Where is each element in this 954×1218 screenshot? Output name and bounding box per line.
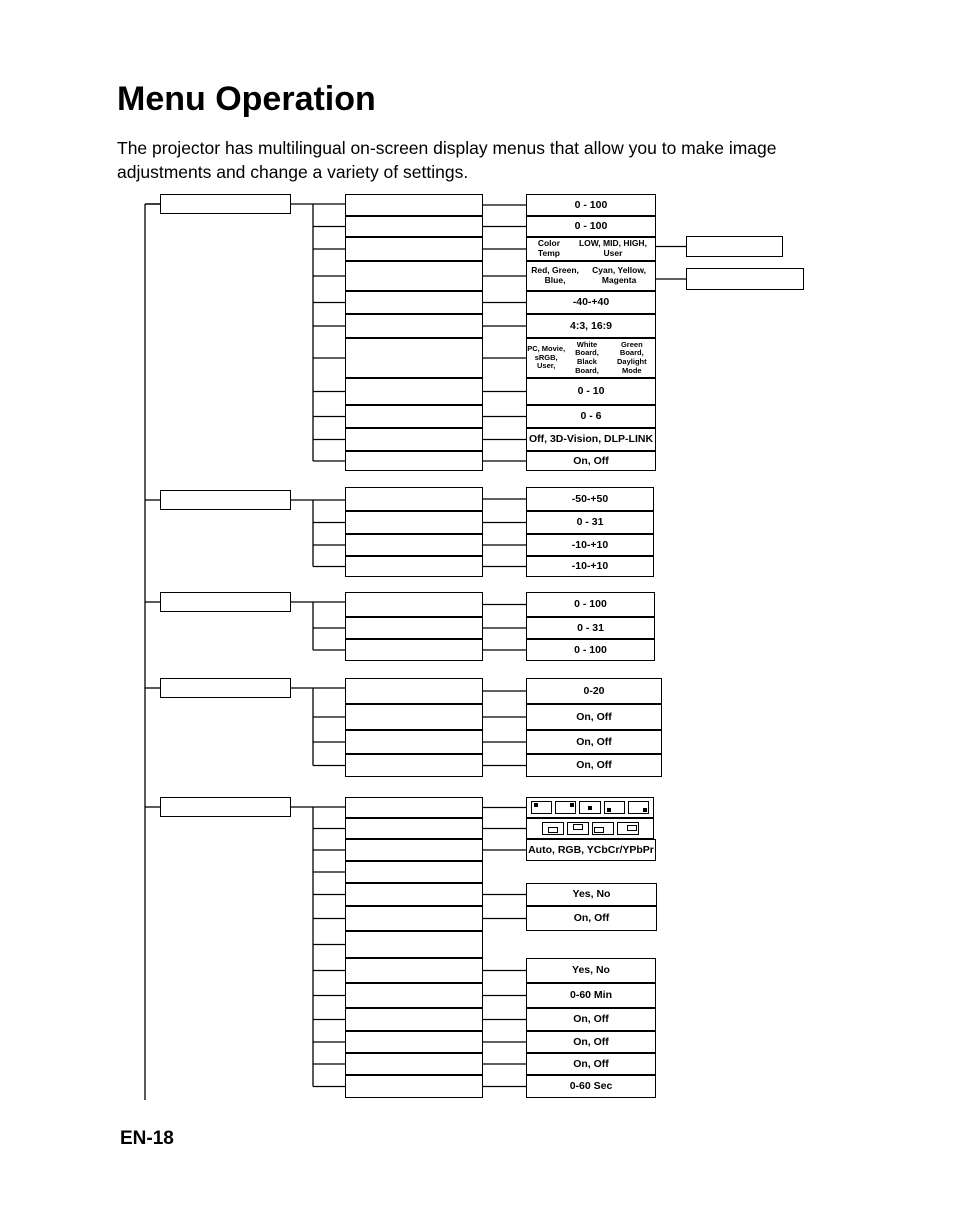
menu-item-filter-hours-reset-2 [345, 958, 483, 983]
menu-item-osd-timeout [345, 1075, 483, 1098]
option-audio-1 [526, 730, 662, 754]
menu-item-gamma [345, 405, 483, 428]
sub-option-color-setting [686, 236, 783, 257]
menu-computer-image [160, 490, 291, 510]
menu-item-mute [345, 704, 483, 730]
option-power-saving [526, 983, 656, 1008]
option-eco-mode [526, 1031, 656, 1053]
menu-item-white-intensity [345, 378, 483, 405]
option-text: On, Off [573, 1013, 609, 1026]
menu-item-menu-position [345, 797, 483, 818]
bottom-right-position-icon [628, 801, 649, 814]
option-text: Color Temp [537, 238, 561, 258]
menu-item-tint [345, 639, 483, 661]
menu-video-image [160, 592, 291, 612]
option-projection [526, 818, 654, 839]
page-title: Menu Operation [117, 80, 376, 118]
option-frequency-1 [526, 487, 654, 511]
bottom-left-position-icon [604, 801, 625, 814]
option-text: 0 - 100 [574, 198, 608, 211]
option-filter-mode-2 [526, 906, 657, 931]
option-text: -10-+10 [571, 538, 609, 551]
option-audio-2 [526, 754, 662, 777]
option-text: On, Off [573, 1057, 609, 1070]
option-volume [526, 678, 662, 704]
menu-item-power-saving [345, 983, 483, 1008]
option-menu-position [526, 797, 654, 818]
option-v-position-1 [526, 556, 654, 577]
menu-sound [160, 678, 291, 698]
menu-item-image [345, 338, 483, 378]
menu-item-user-color [345, 261, 483, 291]
option-text: Off, 3D-Vision, DLP-LINK [528, 433, 654, 446]
menu-item-tracking-1 [345, 511, 483, 534]
option-tracking-1 [526, 511, 654, 534]
page-number: EN-18 [120, 1128, 174, 1149]
option-text: On, Off [573, 1035, 609, 1048]
option-text: LOW, MID, HIGH, User [578, 238, 647, 258]
menu-item-v-position-1 [345, 556, 483, 577]
option-lamp-hours-reset [526, 883, 657, 906]
option-color-setting [526, 237, 656, 261]
option-text: PC, Movie, sRGB, User, [527, 344, 566, 371]
option-high-altitude [526, 1053, 656, 1075]
menu-item-3d-sync-invert [345, 451, 483, 471]
option-text: 0-60 Min [569, 989, 612, 1002]
sub-option-user-color [686, 268, 804, 290]
intro-paragraph: The projector has multilingual on-screen display menus that allow you to make image adjustments and change a variety of settings. [117, 138, 777, 182]
option-text: On, Off [576, 735, 612, 748]
option-text: On, Off [573, 454, 609, 467]
menu-item-h-position-1 [345, 534, 483, 556]
option-text: -40-+40 [572, 296, 610, 309]
menu-item-audio-1 [345, 730, 483, 754]
option-text: 0 - 31 [576, 516, 604, 529]
option-text: White Board, Black Board, [575, 339, 599, 375]
option-signal-type [526, 839, 656, 861]
menu-item-sharpness [345, 617, 483, 639]
option-filter-hours-reset-2 [526, 958, 656, 983]
front-ceiling-icon [592, 822, 614, 835]
menu-item-contrast [345, 216, 483, 237]
menu-item-lamp-hours-reset [345, 883, 483, 906]
option-contrast [526, 216, 656, 237]
menu-item-filter-mode-2 [345, 906, 483, 931]
top-right-position-icon [555, 801, 576, 814]
menu-item-keystone [345, 291, 483, 314]
option-text: 0-20 [583, 684, 605, 697]
option-sharpness [526, 617, 655, 639]
menu-item-volume [345, 678, 483, 704]
option-tint [526, 639, 655, 661]
option-saturation [526, 592, 655, 617]
option-text: Yes, No [572, 888, 611, 901]
front-desktop-icon [542, 822, 564, 835]
option-h-position-1 [526, 534, 654, 556]
option-text: 4:3, 16:9 [569, 319, 613, 332]
option-text: On, Off [576, 710, 612, 723]
option-aspect-ratio [526, 314, 656, 338]
option-text: 0 - 100 [574, 643, 607, 656]
menu-item-aspect-ratio [345, 314, 483, 338]
menu-item-auto-source [345, 1008, 483, 1031]
option-text: 0 - 31 [577, 621, 604, 634]
option-gamma [526, 405, 656, 428]
menu-item-audio-2 [345, 754, 483, 777]
option-text: 0-60 Sec [569, 1080, 613, 1093]
option-text: On, Off [573, 912, 610, 925]
option-white-intensity [526, 378, 656, 405]
menu-item-high-altitude [345, 1053, 483, 1075]
menu-item-3d-sync [345, 428, 483, 451]
option-user-color [526, 261, 656, 291]
option-text: -50-+50 [571, 492, 609, 505]
menu-item-filter-hours-2 [345, 931, 483, 958]
menu-setting [160, 797, 291, 817]
option-auto-source [526, 1008, 656, 1031]
center-position-icon [579, 801, 600, 814]
option-text: 0 - 6 [580, 410, 602, 423]
menu-item-color-setting [345, 237, 483, 261]
option-text: 0 - 100 [574, 598, 607, 611]
menu-item-saturation [345, 592, 483, 617]
menu-item-lamp-hours [345, 861, 483, 883]
option-text: Yes, No [572, 964, 610, 977]
option-text: Red, Green, Blue, [531, 265, 579, 285]
option-3d-sync [526, 428, 656, 451]
menu-picture [160, 194, 291, 214]
option-text: Cyan, Yellow, Magenta [592, 265, 646, 285]
option-keystone [526, 291, 656, 314]
option-osd-timeout [526, 1075, 656, 1098]
option-brightness [526, 194, 656, 216]
menu-item-brightness [345, 194, 483, 216]
option-text: Auto, RGB, YCbCr/YPbPr [528, 843, 654, 856]
option-mute [526, 704, 662, 730]
option-text: 0 - 100 [574, 220, 608, 233]
menu-item-projection [345, 818, 483, 839]
option-image [526, 338, 656, 378]
menu-item-frequency-1 [345, 487, 483, 511]
option-text: 0 - 10 [577, 385, 605, 398]
option-text: -10-+10 [571, 560, 609, 573]
menu-item-eco-mode [345, 1031, 483, 1053]
menu-item-signal-type [345, 839, 483, 861]
rear-desktop-icon [567, 822, 589, 835]
rear-ceiling-icon [617, 822, 639, 835]
option-text: Green Board, Daylight Mode [617, 339, 647, 375]
option-text: On, Off [576, 759, 612, 772]
top-left-position-icon [531, 801, 552, 814]
option-3d-sync-invert [526, 451, 656, 471]
